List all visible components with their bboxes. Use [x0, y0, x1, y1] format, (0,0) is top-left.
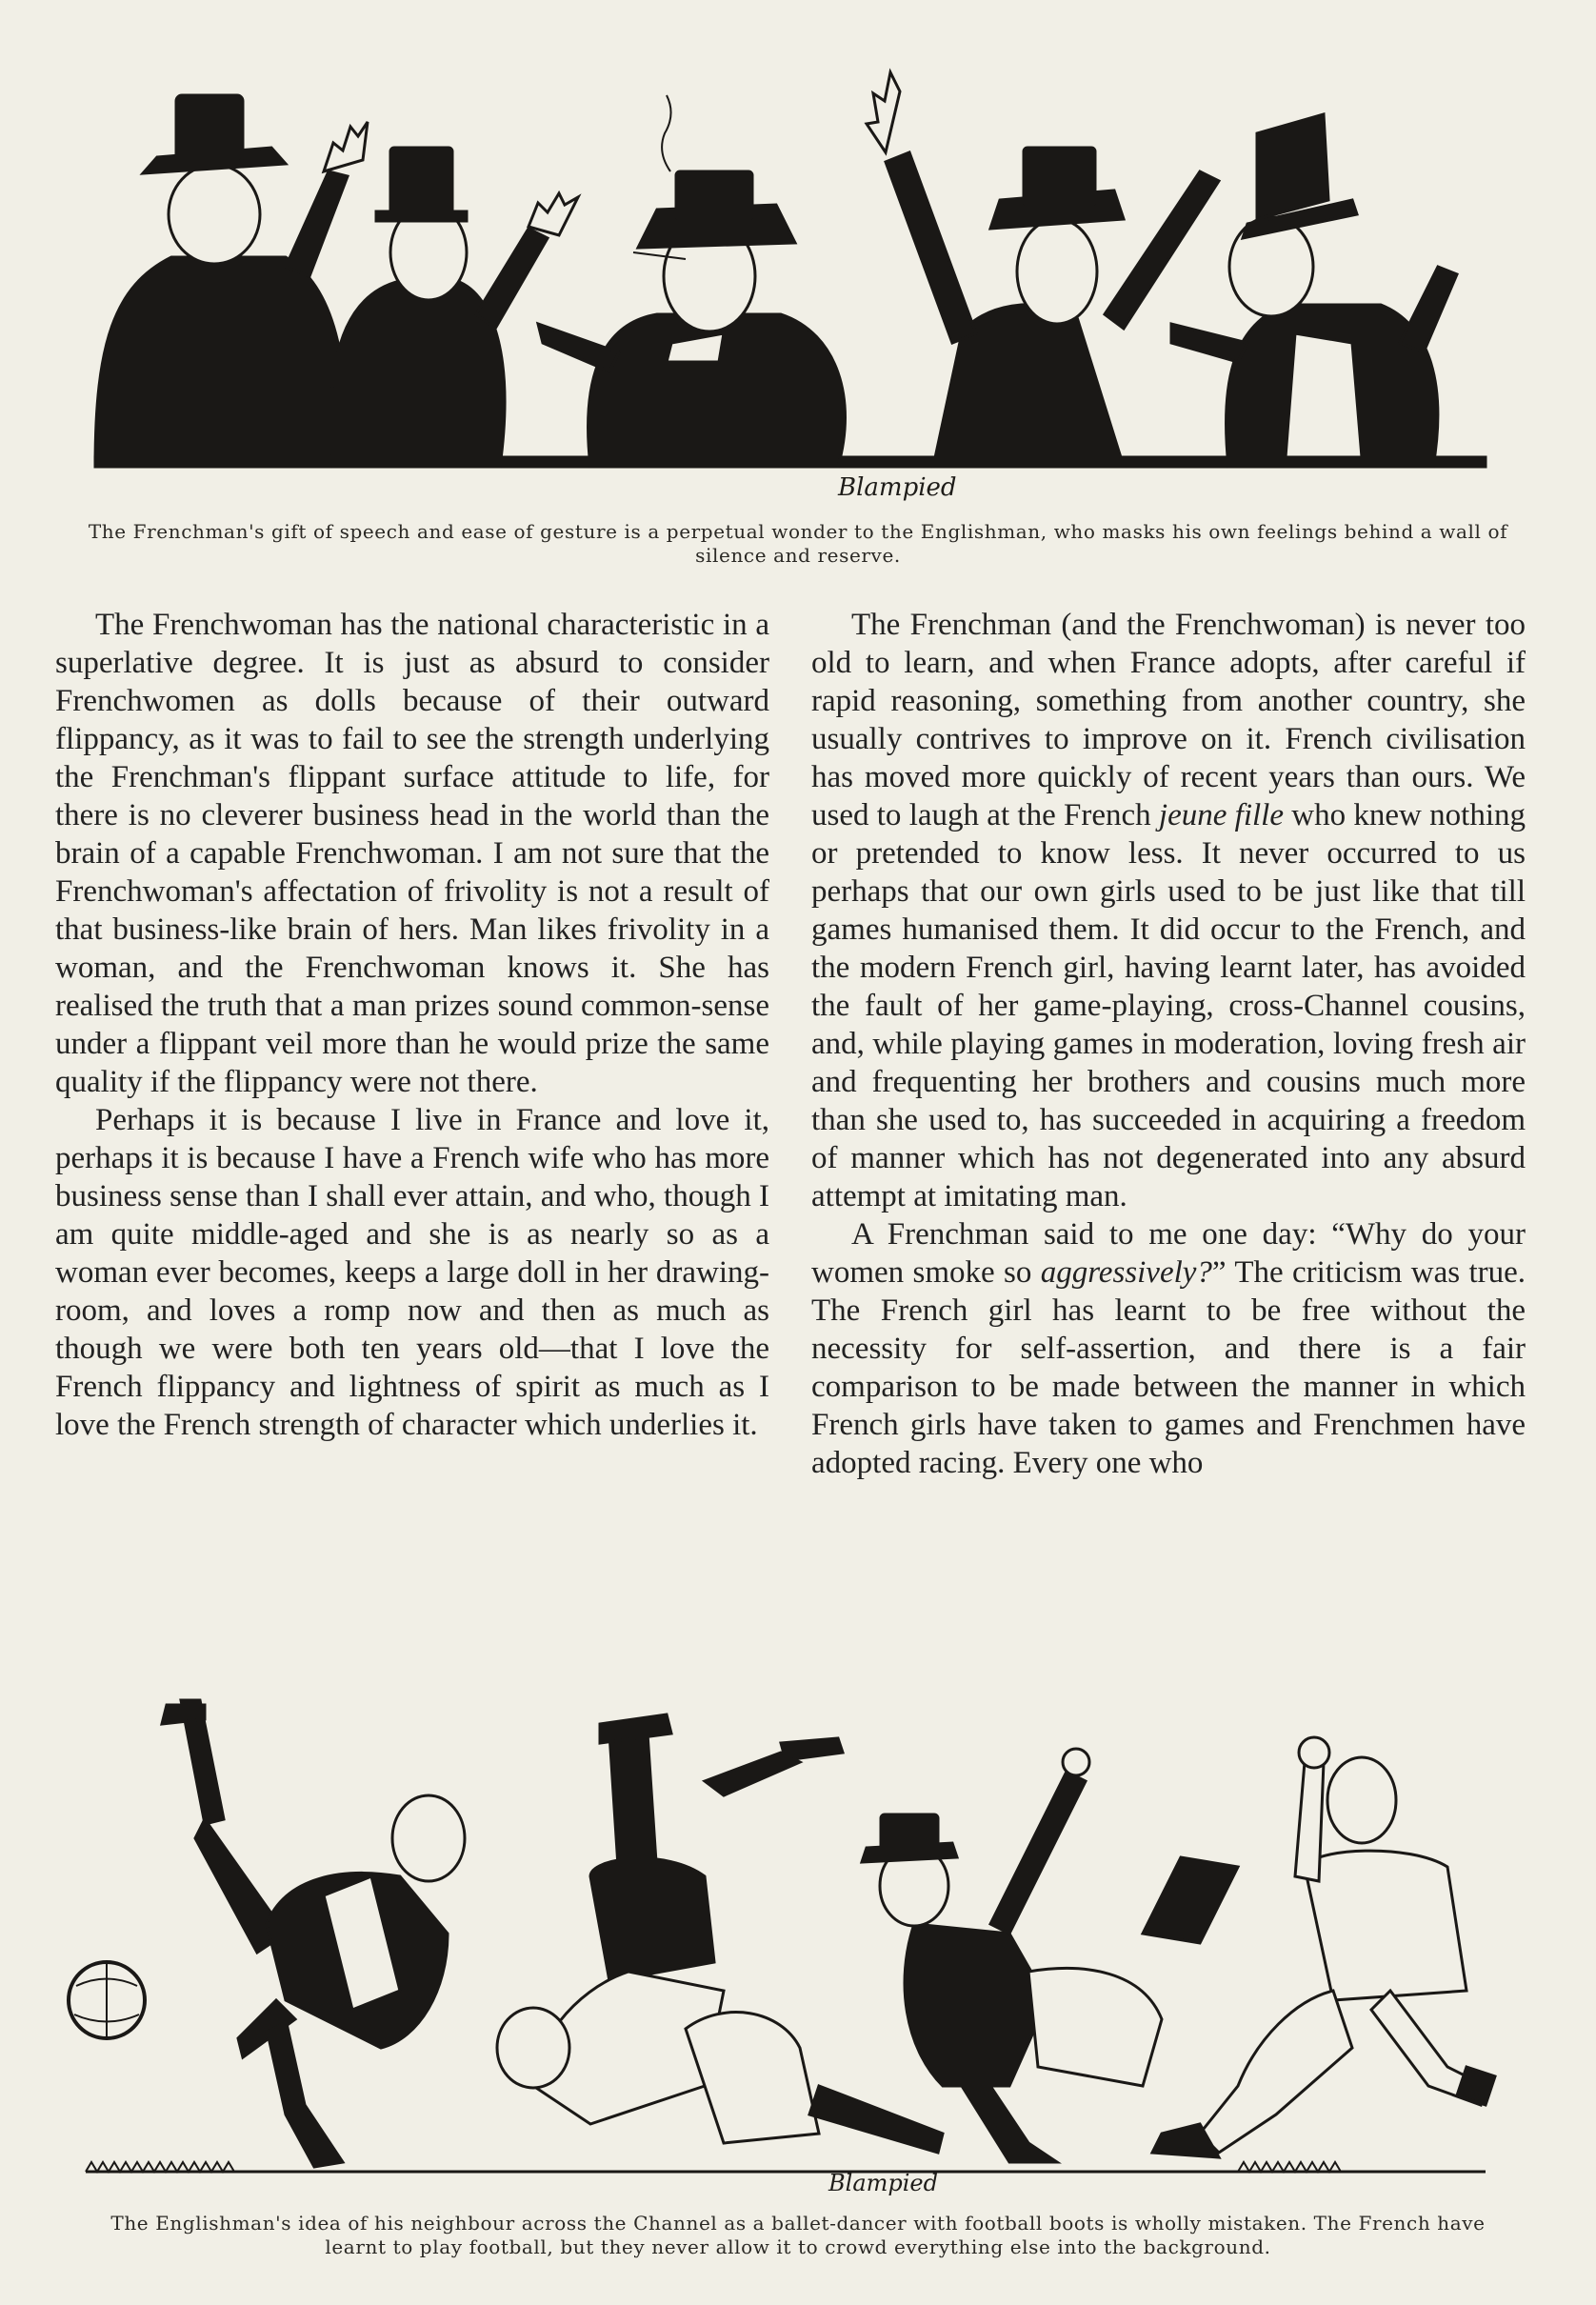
figure-frenchman-4	[867, 72, 1219, 467]
figure-frenchman-2	[331, 148, 578, 467]
top-caption: The Frenchman's gift of speech and ease of gesture is a perpetual wonder to the Englishman, who masks his own feelings behind a wall of silence and reserve.	[88, 520, 1508, 567]
figure-footballer-running	[1152, 1737, 1495, 2157]
figure-frenchman-3	[538, 95, 846, 467]
bottom-signature: Blampied	[828, 2170, 938, 2196]
left-column	[55, 606, 769, 1673]
right-p1-text-a: The Frenchman (and the Frenchwoman) is never too old to learn, and when France adopts, after careful if rapid reasoning, something from another country, she usually contrives to improve on it. French civilisation has moved more quickly of recent years than ours. We used to laugh at the French	[811, 608, 1526, 832]
left-paragraph-2: Perhaps it is because I live in France and love it, perhaps it is because I have a French wife who has more business sense than I shall ever attain, and who, though I am quite middle-aged and she is as nearly so as a woman ever becomes, keeps a large doll in her drawing-room, and loves a romp now and then as much as though we were both ten years old—that I love the French flippancy and lightness of spirit as much as I love the French strength of character which underlies it.	[55, 1103, 769, 1442]
figure-footballer-tumbling	[497, 1714, 943, 2153]
football	[69, 1962, 145, 2038]
right-p2-italic: aggressively?	[1040, 1255, 1212, 1290]
right-p2-text-b: ” The criticism was true. The French girl has learnt to be free without the necessity for self-assertion, and there is a fair comparison to be made between the manner in which French girls have taken to games and Frenchmen have adopted racing. Every one who	[811, 1255, 1526, 1480]
right-column	[811, 606, 1526, 1673]
figure-frenchman-1	[95, 95, 368, 467]
right-p2-text-a: A Frenchman said to me one day: “Why do your women smoke so	[811, 1217, 1526, 1290]
figure-footballer-high-kick	[862, 1749, 1238, 2162]
bottom-illustration	[0, 1686, 1596, 2200]
right-p1-italic: jeune fille	[1158, 798, 1284, 832]
right-p1-text-b: who knew nothing or pretended to know less. It never occurred to us perhaps that our own girls used to be just like that till games humanised them. It did occur to the French, and the modern French girl, having learnt later, has avoided the fault of her game-playing, cross-Channel cousins, and, while playing games in moderation, loving fresh air and frequenting her brothers and cousins much more than she used to, has succeeded in acquiring a freedom of manner which has not degenerated into any absurd attempt at imitating man.	[811, 798, 1526, 1213]
bottom-caption: The Englishman's idea of his neighbour across the Channel as a ballet-dancer with football boots is wholly mistaken. The French have learnt to play football, but they never allow it to crowd everything else into the background.	[110, 2212, 1486, 2258]
top-signature: Blampied	[838, 473, 957, 502]
right-paragraph-1	[811, 606, 1526, 1215]
right-paragraph-2	[811, 1215, 1526, 1482]
top-illustration	[0, 57, 1596, 505]
figure-frenchman-5	[1171, 114, 1457, 467]
left-paragraph-1: The Frenchwoman has the national characteristic in a superlative degree. It is just as absurd to consider Frenchwomen as dolls because of their outward flippancy, as it was to fail to see the strength underlying the Frenchman's flippant surface attitude to life, for there is no cleverer business head in the world than the brain of a capable Frenchwoman. I am not sure that the Frenchwoman's affectation of frivolity is not a result of that business-like brain of hers. Man likes frivolity in a woman, and the Frenchwoman knows it. She has realised the truth that a man prizes sound common-sense under a flippant veil more than he would prize the same quality if the flippancy were not there.	[55, 608, 769, 1099]
figure-footballer-kicking	[162, 1700, 465, 2167]
